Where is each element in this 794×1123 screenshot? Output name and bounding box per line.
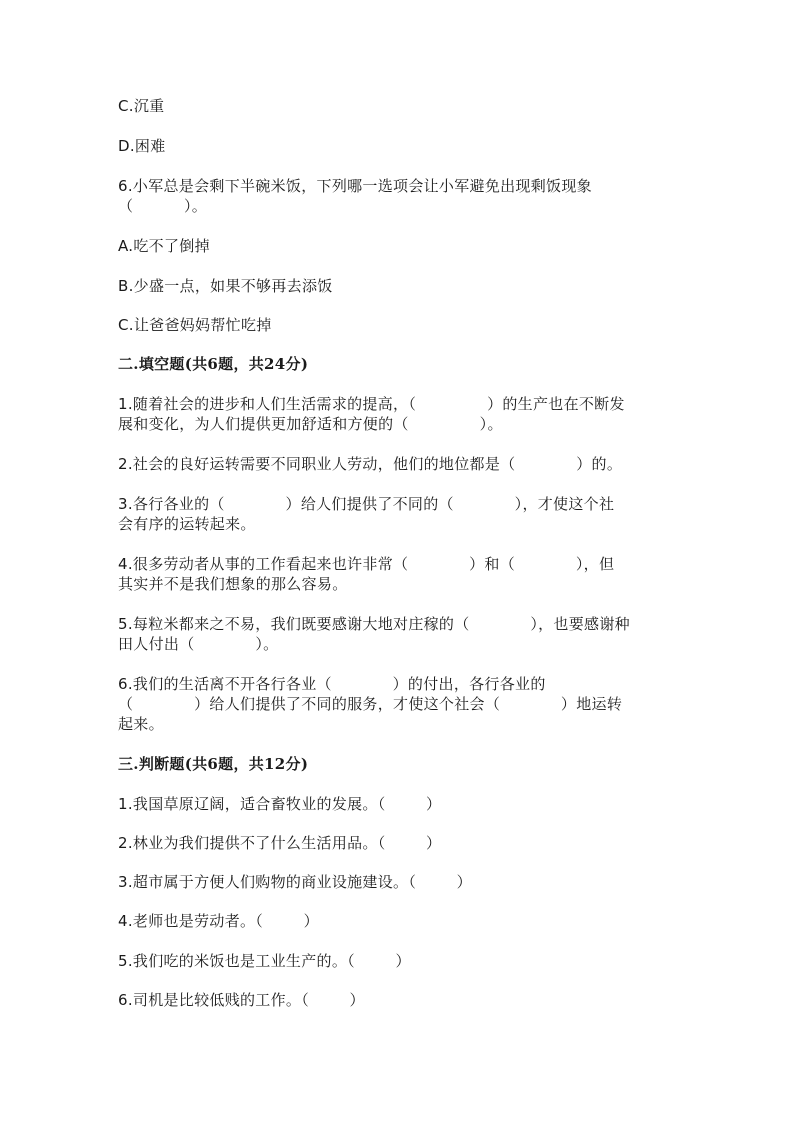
fill-question-2: 2.社会的良好运转需要不同职业人劳动，他们的地位都是（ ）的。 xyxy=(118,455,623,473)
judge-question-6: 6.司机是比较低贱的工作。（ ） xyxy=(118,991,365,1009)
option-c: C.沉重 xyxy=(118,97,165,115)
judge-question-2: 2.林业为我们提供不了什么生活用品。（ ） xyxy=(118,834,442,852)
fill-question-3: 3.各行各业的（ ）给人们提供了不同的（ ），才使这个社 xyxy=(118,495,615,513)
judge-question-5: 5.我们吃的米饭也是工业生产的。（ ） xyxy=(118,952,411,970)
section-heading-true-false: 三.判断题(共6题，共12分) xyxy=(118,755,309,773)
fill-question-1-cont: 展和变化，为人们提供更加舒适和方便的（ ）。 xyxy=(118,415,503,433)
fill-question-4: 4.很多劳动者从事的工作看起来也许非常（ ）和（ ），但 xyxy=(118,555,615,573)
fill-question-4-cont: 其实并不是我们想象的那么容易。 xyxy=(118,575,348,593)
judge-question-1: 1.我国草原辽阔，适合畜牧业的发展。（ ） xyxy=(118,795,442,813)
option-a: A.吃不了倒掉 xyxy=(118,237,210,255)
question-6-blank: （ ）。 xyxy=(118,197,208,215)
fill-question-6: 6.我们的生活离不开各行各业（ ）的付出，各行各业的 xyxy=(118,675,546,693)
option-d: D.困难 xyxy=(118,137,166,155)
option-b: B.少盛一点，如果不够再去添饭 xyxy=(118,277,333,295)
question-6-text: 6.小军总是会剩下半碗米饭，下列哪一选项会让小军避免出现剩饭现象 xyxy=(118,177,592,195)
judge-question-4: 4.老师也是劳动者。（ ） xyxy=(118,912,319,930)
fill-question-3-cont: 会有序的运转起来。 xyxy=(118,515,256,533)
option-c: C.让爸爸妈妈帮忙吃掉 xyxy=(118,316,272,334)
fill-question-5-cont: 田人付出（ ）。 xyxy=(118,635,279,653)
section-heading-fill-in: 二.填空题(共6题，共24分) xyxy=(118,355,309,373)
fill-question-6-cont2: 起来。 xyxy=(118,715,164,733)
judge-question-3: 3.超市属于方便人们购物的商业设施建设。（ ） xyxy=(118,873,472,891)
fill-question-1: 1.随着社会的进步和人们生活需求的提高，（ ）的生产也在不断发 xyxy=(118,395,625,413)
fill-question-5: 5.每粒米都来之不易，我们既要感谢大地对庄稼的（ ），也要感谢种 xyxy=(118,615,630,633)
fill-question-6-cont: （ ）给人们提供了不同的服务，才使这个社会（ ）地运转 xyxy=(118,695,623,713)
